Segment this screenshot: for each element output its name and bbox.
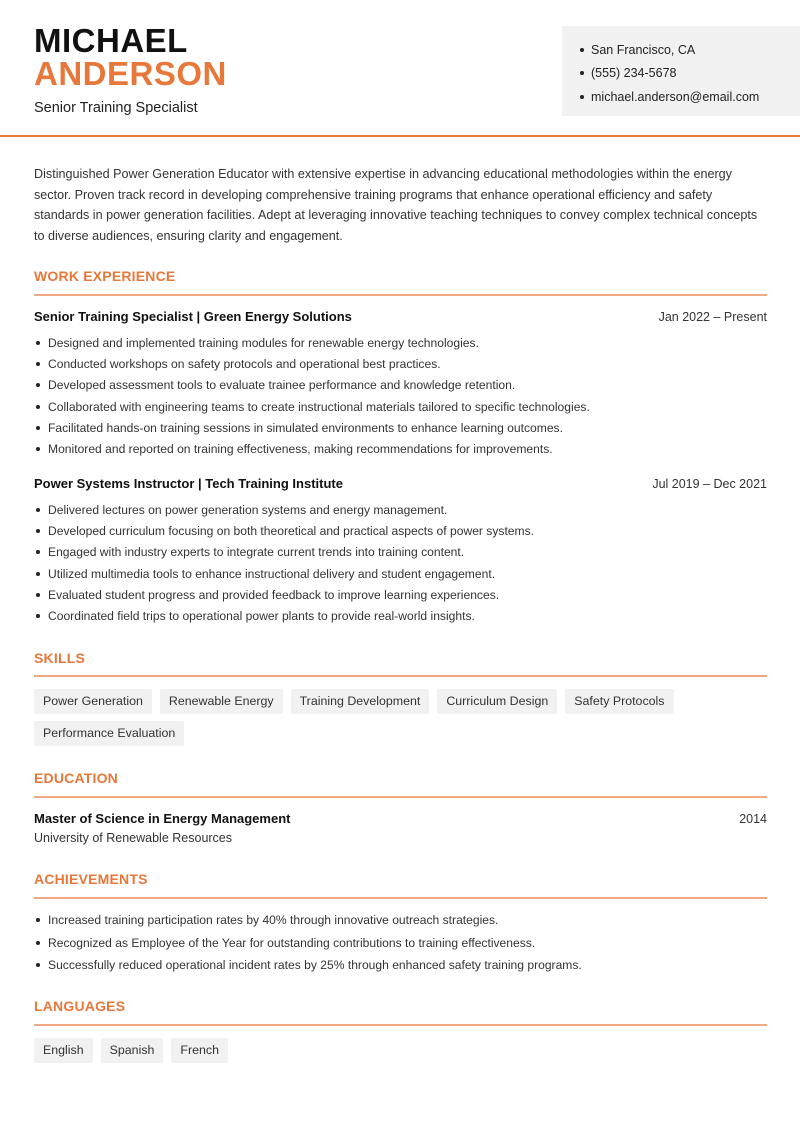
contact-location <box>580 38 800 62</box>
section-divider <box>34 1024 767 1026</box>
skill-chip: Renewable Energy <box>160 689 283 714</box>
bullet-icon <box>36 550 40 554</box>
location-text: San Francisco, CA <box>591 42 696 57</box>
bullet-icon <box>36 963 40 967</box>
bullet-icon <box>36 362 40 366</box>
job-bullets <box>34 332 767 460</box>
resume-header <box>0 0 800 137</box>
skills-list <box>34 689 767 746</box>
bullet-icon <box>36 572 40 576</box>
skills-heading: SKILLS <box>34 650 85 666</box>
bullet-icon <box>36 593 40 597</box>
last-name: ANDERSON <box>34 55 227 92</box>
list-item: Successfully reduced operational incident rates by 25% through enhanced safety training programs. <box>34 954 767 977</box>
skill-chip: Performance Evaluation <box>34 721 184 746</box>
summary-paragraph: Distinguished Power Generation Educator with extensive expertise in advancing educational methodologies within the energy sector. Proven track record in developing comprehensive training programs that enhance operational efficiency and safety standards in power generation facilities. Adept at leveraging innovative teaching techniques to convey complex technical concepts to diverse audiences, ensuring clarity and engagement. <box>34 167 758 243</box>
list-item: Collaborated with engineering teams to create instructional materials tailored to specific technologies. <box>34 396 767 417</box>
skill-chip: Curriculum Design <box>437 689 557 714</box>
language-chip: Spanish <box>101 1038 164 1063</box>
job-bullets <box>34 499 767 627</box>
list-item: Developed assessment tools to evaluate trainee performance and knowledge retention. <box>34 375 767 396</box>
bullet-icon <box>36 426 40 430</box>
graduation-year: 2014 <box>739 812 767 826</box>
section-divider <box>34 897 767 899</box>
bullet-icon <box>36 529 40 533</box>
job-header <box>34 309 767 324</box>
language-chip: English <box>34 1038 93 1063</box>
bullet-icon <box>36 447 40 451</box>
bullet-icon <box>36 405 40 409</box>
achievement-bullets <box>34 909 767 977</box>
language-chip: French <box>171 1038 228 1063</box>
job-role: Power Systems Instructor | Tech Training Institute <box>34 476 343 491</box>
list-item: Coordinated field trips to operational power plants to provide real-world insights. <box>34 605 767 626</box>
list-item: Facilitated hands-on training sessions in simulated environments to enhance learning outcomes. <box>34 417 767 438</box>
bullet-icon <box>580 95 584 99</box>
list-item: Conducted workshops on safety protocols and operational best practices. <box>34 353 767 374</box>
bullet-icon <box>580 48 584 52</box>
education-header <box>34 811 767 826</box>
job-dates: Jul 2019 – Dec 2021 <box>652 477 767 491</box>
first-name: MICHAEL <box>34 22 188 59</box>
job-header <box>34 476 767 491</box>
languages-list <box>34 1038 767 1063</box>
section-divider <box>34 294 767 296</box>
contact-email <box>580 85 800 109</box>
list-item: Engaged with industry experts to integrate current trends into training content. <box>34 542 767 563</box>
job-dates: Jan 2022 – Present <box>658 310 767 324</box>
school-name: University of Renewable Resources <box>34 831 233 845</box>
skill-chip: Training Development <box>291 689 430 714</box>
skill-chip: Power Generation <box>34 689 152 714</box>
email-text: michael.anderson@email.com <box>591 89 760 104</box>
bullet-icon <box>36 918 40 922</box>
list-item: Monitored and reported on training effectiveness, making recommendations for improvements. <box>34 438 767 459</box>
list-item: Utilized multimedia tools to enhance instructional delivery and student engagement. <box>34 563 767 584</box>
list-item: Designed and implemented training modules for renewable energy technologies. <box>34 332 767 353</box>
list-item: Delivered lectures on power generation systems and energy management. <box>34 499 767 520</box>
phone-text: (555) 234-5678 <box>591 66 677 81</box>
section-divider <box>34 675 767 677</box>
work-experience-heading: WORK EXPERIENCE <box>34 268 176 284</box>
bullet-icon <box>580 71 584 75</box>
contact-phone <box>580 62 800 86</box>
list-item: Evaluated student progress and provided feedback to improve learning experiences. <box>34 584 767 605</box>
bullet-icon <box>36 383 40 387</box>
list-item: Recognized as Employee of the Year for outstanding contributions to training effectiveness. <box>34 932 767 955</box>
contact-box <box>562 26 800 116</box>
languages-heading: LANGUAGES <box>34 998 126 1014</box>
job-role: Senior Training Specialist | Green Energy Solutions <box>34 309 352 324</box>
list-item: Increased training participation rates by 40% through innovative outreach strategies. <box>34 909 767 932</box>
job-title: Senior Training Specialist <box>34 100 198 116</box>
bullet-icon <box>36 941 40 945</box>
achievements-heading: ACHIEVEMENTS <box>34 871 148 887</box>
skill-chip: Safety Protocols <box>565 689 673 714</box>
bullet-icon <box>36 614 40 618</box>
degree: Master of Science in Energy Management <box>34 811 291 826</box>
section-divider <box>34 796 767 798</box>
list-item: Developed curriculum focusing on both theoretical and practical aspects of power systems. <box>34 520 767 541</box>
bullet-icon <box>36 508 40 512</box>
bullet-icon <box>36 341 40 345</box>
education-heading: EDUCATION <box>34 770 118 786</box>
